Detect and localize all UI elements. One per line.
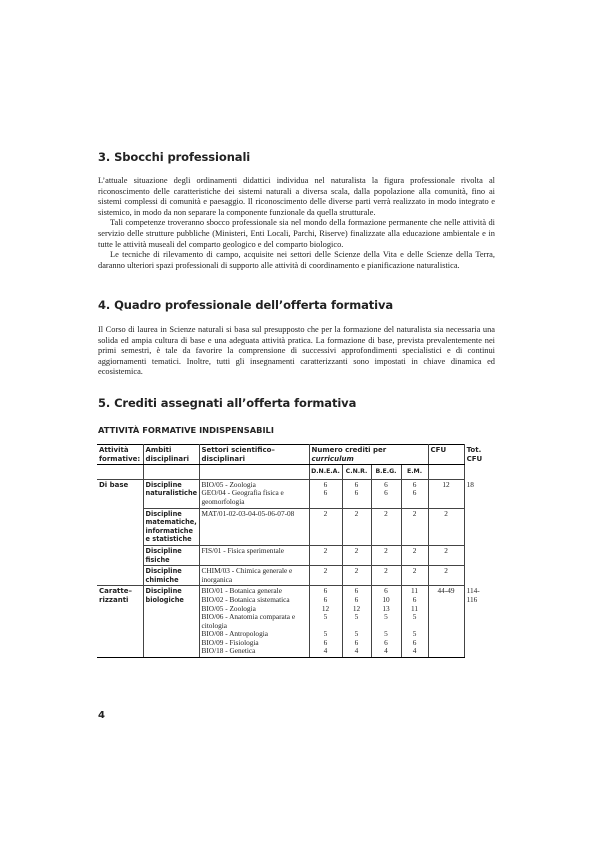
header-attivita: Attività formative: xyxy=(97,445,143,465)
credit-value: 2 xyxy=(354,508,359,518)
credit-value: 6 xyxy=(412,637,417,647)
settore-line: MAT/01-02-03-04-05-06-07-08 xyxy=(201,508,295,518)
settore-line: BIO/01 - Botanica generale xyxy=(201,586,282,596)
credit-value: 6 xyxy=(323,637,328,647)
section-3-body xyxy=(98,176,495,271)
cell-credits-em xyxy=(401,586,428,658)
cell-settori xyxy=(199,566,309,586)
credit-value: 5 xyxy=(323,629,328,639)
curricula-header-empty xyxy=(143,465,199,480)
cell-credits-cnr xyxy=(342,479,371,508)
settore-line: BIO/08 - Antropologia xyxy=(201,629,268,639)
curriculum-header: E.M. xyxy=(401,465,428,480)
settore-line: GEO/04 - Geografia fisica e geomorfologia xyxy=(201,488,284,506)
credit-value: 6 xyxy=(412,594,417,604)
credit-value: 5 xyxy=(384,612,388,622)
section-5-heading: 5. Crediti assegnati all’offerta formativa xyxy=(98,396,357,410)
section-4-heading: 4. Quadro professionale dell’offerta formativa xyxy=(98,298,394,312)
section-3-paragraph: Le tecniche di rilevamento di campo, acquisite nei settori delle Scienze della Vita e delle Scienze della Terra, daranno ulteriori spazi professionali di supporto alle attività di coordinamento e pianificazione naturalistica. xyxy=(98,250,495,270)
cell-credits-beg xyxy=(371,479,401,508)
credit-value: 6 xyxy=(354,637,359,647)
cell-credits-cnr xyxy=(342,545,371,565)
cell-credits-em xyxy=(401,545,428,565)
credit-value: 6 xyxy=(384,637,388,647)
cell-attivita: Di base xyxy=(97,479,143,508)
section-3-heading: 3. Sbocchi professionali xyxy=(98,150,251,164)
curriculum-header: D.N.E.A. xyxy=(309,465,342,480)
credit-value: 11 xyxy=(411,586,419,596)
cell-cfu: 44-49 xyxy=(428,586,464,658)
credit-value: 2 xyxy=(384,566,388,576)
cell-credits-beg xyxy=(371,566,401,586)
curricula-header-empty xyxy=(428,465,464,480)
cell-ambito: Discipline matematiche, informatiche e statistiche xyxy=(143,508,199,545)
credit-value: 2 xyxy=(323,545,328,555)
credit-value: 4 xyxy=(323,646,328,656)
credit-value: 4 xyxy=(354,646,359,656)
credits-table xyxy=(97,444,483,658)
table-row: Di base Discipline naturalistiche BIO/05 - Zoologia GEO/04 - Geografia fisica e geomorfologia 6 6 6 6 6 6 6 6 12 18 xyxy=(97,479,464,508)
settore-line: BIO/18 - Genetica xyxy=(201,646,256,656)
curricula-header-row xyxy=(97,465,464,480)
credit-value: 12 xyxy=(352,603,361,613)
header-cfu: CFU xyxy=(428,445,464,465)
settore-line: BIO/09 - Fisiologia xyxy=(201,637,259,647)
curricula-header-empty xyxy=(97,465,143,480)
cell-cfu: 2 xyxy=(428,508,464,545)
cell-credits-dnea xyxy=(309,545,342,565)
settore-line: BIO/05 - Zoologia xyxy=(201,603,256,613)
cell-attivita xyxy=(97,508,143,545)
header-ambiti: Ambiti disciplinari xyxy=(143,445,199,465)
cell-ambito: Discipline fisiche xyxy=(143,545,199,565)
cell-credits-dnea xyxy=(309,479,342,508)
credit-value: 6 xyxy=(323,586,328,596)
header-numero-crediti xyxy=(309,445,428,465)
credit-value: 6 xyxy=(354,586,359,596)
credit-value: 6 xyxy=(412,479,417,489)
table-header-row: Attività formative: Ambiti disciplinari Settori scientifico–disciplinari Numero crediti per curriculum CFU Tot. CFU xyxy=(97,445,464,465)
table-title: ATTIVITÀ FORMATIVE INDISPENSABILI xyxy=(98,425,274,435)
cell-ambito: Discipline biologiche xyxy=(143,586,199,658)
section-3-paragraph: L’attuale situazione degli ordinamenti didattici individua nel naturalista la figura professionale rivolta al riconoscimento delle caratteristiche dei sistemi naturali a diversa scala, dalla popolazione alla comunità, fino ai sistemi complessi di comunità e paesaggio. Il riconoscimento delle diverse parti verrà realizzato in modo integrato e sistemico, in modo da non separare la componente funzionale da quella strutturale. xyxy=(98,176,495,217)
cell-attivita: Caratte–rizzanti xyxy=(97,586,143,658)
curriculum-header: B.E.G. xyxy=(371,465,401,480)
table-row xyxy=(97,566,464,586)
credit-value: 2 xyxy=(354,566,359,576)
table-row xyxy=(97,545,464,565)
credit-value: 2 xyxy=(412,545,417,555)
cell-credits-em xyxy=(401,566,428,586)
cell-credits-cnr xyxy=(342,586,371,658)
credit-value: 6 xyxy=(323,479,328,489)
section-4-body xyxy=(98,325,495,378)
header-settori: Settori scientifico–disciplinari xyxy=(199,445,309,465)
cell-ambito: Discipline chimiche xyxy=(143,566,199,586)
credit-value: 11 xyxy=(411,603,419,613)
header-numero-prefix: Numero crediti per xyxy=(311,446,387,454)
cell-cfu: 2 xyxy=(428,545,464,565)
credit-value: 12 xyxy=(321,603,330,613)
cell-credits-cnr xyxy=(342,508,371,545)
credit-value: 2 xyxy=(412,508,417,518)
cell-credits-dnea xyxy=(309,508,342,545)
settore-line: FIS/01 - Fisica sperimentale xyxy=(201,545,284,555)
cell-settori xyxy=(199,586,309,658)
cell-credits-beg xyxy=(371,508,401,545)
settore-line: BIO/06 - Anatomia comparata e citologia xyxy=(201,612,296,630)
cell-cfu: 2 xyxy=(428,566,464,586)
credit-value: 5 xyxy=(412,629,417,639)
curriculum-header: C.N.R. xyxy=(342,465,371,480)
settore-line: BIO/02 - Botanica sistematica xyxy=(201,594,290,604)
cell-credits-beg xyxy=(371,545,401,565)
credit-value: 2 xyxy=(323,566,328,576)
page-number: 4 xyxy=(98,710,105,721)
credit-value: 2 xyxy=(384,508,388,518)
cell-settori xyxy=(199,508,309,545)
credit-value: 10 xyxy=(382,594,390,604)
credit-value: 5 xyxy=(412,612,417,622)
cell-cfu: 12 xyxy=(428,479,464,508)
cell-credits-dnea xyxy=(309,586,342,658)
cell-credits-em xyxy=(401,508,428,545)
credit-value: 5 xyxy=(323,612,328,622)
cell-credits-dnea xyxy=(309,566,342,586)
credit-value: 13 xyxy=(382,603,390,613)
cell-settori xyxy=(199,479,309,508)
credit-value: 4 xyxy=(412,646,417,656)
section-4-paragraph: Il Corso di laurea in Scienze naturali si basa sul presupposto che per la formazione del naturalista sia necessaria una solida ed ampia cultura di base e una adeguata attività pratica. La formazione di base, prevista prevalentemente nei primi semestri, è tale da favorire la comprensione di successivi approfondimenti specialistici e di continui aggiornamenti tematici. Inoltre, tutti gli insegnamenti caratterizzanti sono impostati in chiave dinamica ed ecosistemica. xyxy=(98,325,495,377)
cell-credits-cnr xyxy=(342,566,371,586)
credit-value: 6 xyxy=(323,488,328,498)
credit-value: 6 xyxy=(384,479,388,489)
credit-value: 5 xyxy=(384,629,388,639)
section-3-paragraph: Tali competenze troveranno sbocco professionale sia nel mondo della formazione permanente che nelle attività di servizio delle strutture pubbliche (Ministeri, Enti Locali, Parchi, Riserve) finalizzate alla educazione ambientale e in tutte le attività museali del comparto geologico e del comparto biologico. xyxy=(98,218,495,249)
credit-value: 6 xyxy=(323,594,328,604)
credit-value: 6 xyxy=(412,488,417,498)
credit-value: 2 xyxy=(354,545,359,555)
credit-value: 6 xyxy=(354,479,359,489)
credit-value: 2 xyxy=(384,545,388,555)
header-numero-italic: curriculum xyxy=(311,454,354,463)
cell-attivita xyxy=(97,566,143,586)
table-row: Caratte–rizzanti Discipline biologiche BIO/01 - Botanica generale BIO/02 - Botanica sistematica BIO/05 - Zoologia BIO/06 - Anatomia comparata e citologia BIO/08 - Antropologia BIO/09 - Fisiologia BIO/18 - Genetica 6 6 12 5 5 6 4 6 6 12 5 5 6 4 6 10 13 5 5 6 4 11 6 11 5 5 6 4 44-49 114-116 xyxy=(97,586,464,658)
credit-value: 2 xyxy=(412,566,417,576)
curricula-header-empty xyxy=(199,465,309,480)
settore-line: CHIM/03 - Chimica generale e inorganica xyxy=(201,566,293,584)
credit-value: 6 xyxy=(354,594,359,604)
credit-value: 4 xyxy=(384,646,388,656)
cell-ambito: Discipline naturalistiche xyxy=(143,479,199,508)
cell-credits-beg xyxy=(371,586,401,658)
cell-attivita xyxy=(97,545,143,565)
cell-credits-em xyxy=(401,479,428,508)
credit-value: 5 xyxy=(354,612,359,622)
credit-value: 5 xyxy=(354,629,359,639)
credit-value: 6 xyxy=(384,488,388,498)
credit-value: 6 xyxy=(354,488,359,498)
credit-value: 6 xyxy=(384,586,388,596)
table-row xyxy=(97,508,464,545)
settore-line: BIO/05 - Zoologia xyxy=(201,479,256,489)
credit-value: 2 xyxy=(323,508,328,518)
cell-settori xyxy=(199,545,309,565)
